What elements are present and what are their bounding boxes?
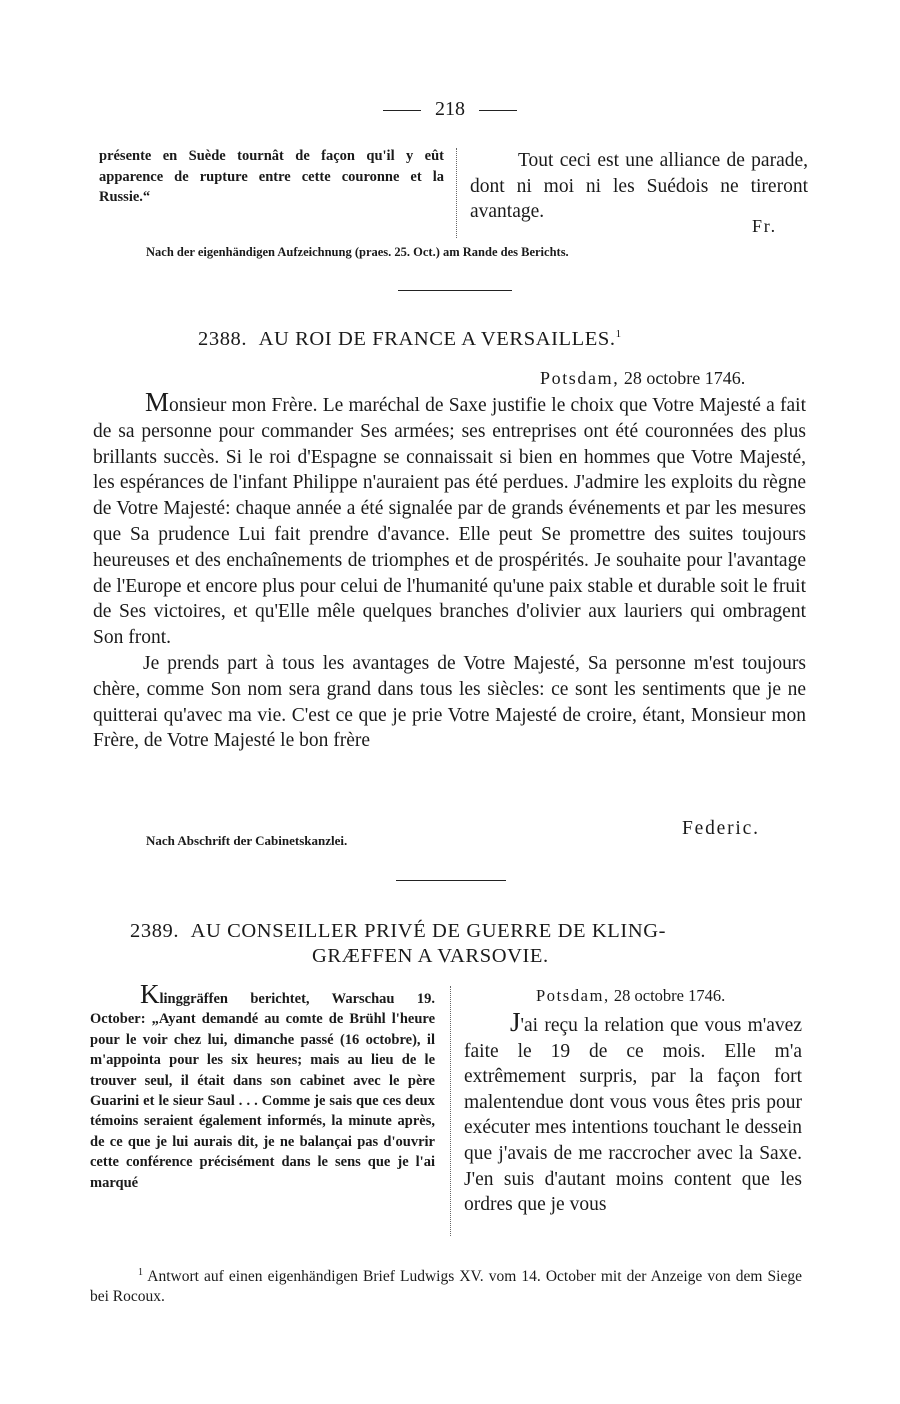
- page-number: 218: [0, 98, 900, 121]
- letter-2388-number: 2388.: [198, 328, 248, 350]
- letter-2389-heading: [130, 920, 790, 943]
- footnote-reference: 1: [615, 328, 622, 341]
- letter-2389-right-initial: J: [510, 1007, 521, 1037]
- letter-2388-initial: M: [145, 387, 170, 417]
- letter-2388-dateline: [540, 368, 745, 389]
- letter-2389-title-line-2: GRÆFFEN A VARSOVIE.: [312, 945, 549, 967]
- letter-2389-report-excerpt: Klinggräffen berichtet, Warschau 19. October: „Ayant demandé au comte de Brühl l'heure pour le voir chez lui, dimanche passé (16 octobre), il m'appointa pour les six heures; mais au lieu de le trouver seul, il était dans son cabinet avec le père Guarini et le sieur Saul . . . Comme je sais que ces deux témoins seraient également informés, la minute après, de ce que je lui aurais dit, je ne balançai pas d'ouvrir cette conférence précisément dans le sens que je l'ai marqué: [90, 979, 435, 1191]
- letter-2388-title: AU ROI DE FRANCE A VERSAILLES.: [258, 328, 616, 350]
- letter-2388-place: Potsdam,: [540, 368, 620, 388]
- letter-2388-paragraph-2: Je prends part à tous les avantages de Votre Majesté, Sa personne m'est toujours chère, comme Son nom sera grand dans tous les siècles: ce sont les sentiments que je ne quitterai qu'avec ma vie. C'est ce que je prie Votre Majesté de croire, étant, Monsieur mon Frère, de Votre Majesté le bon frère: [93, 652, 806, 752]
- letter-2389-number: 2389.: [130, 920, 180, 942]
- top-right-signature: Fr.: [752, 216, 777, 236]
- section-rule-1: [398, 290, 512, 291]
- letter-2389-left-initial: K: [140, 979, 160, 1009]
- top-left-quote: présente en Suède tournât de façon qu'il y eût apparence de rupture entre cette couronne et la Russie.“: [99, 148, 444, 205]
- letter-2389-dateline: [536, 986, 725, 1006]
- section-rule-2: [396, 880, 506, 881]
- page-number-dash-left: [383, 110, 421, 111]
- letter-2389-place: Potsdam,: [536, 986, 610, 1005]
- footnote-text: Antwort auf einen eigenhändigen Brief Ludwigs XV. vom 14. October mit der Anzeige von dem Siege bei Rocoux.: [90, 1268, 802, 1306]
- column-divider-top: [456, 148, 457, 238]
- letter-2388-body: [93, 387, 806, 754]
- footnote-mark: 1: [138, 1267, 143, 1278]
- letter-2388-signature: Federic.: [682, 818, 760, 839]
- footnote: [90, 1263, 802, 1307]
- letter-2389-body: J'ai reçu la relation que vous m'avez faite le 19 de ce mois. Elle m'a extrêmement surpris, par la façon fort malentendue dont vous vous êtes pris pour exécuter mes intentions touchant le dessein que j'avais de me raccrocher avec la Saxe. J'en suis d'autant moins content que les ordres que je vous: [464, 1007, 802, 1216]
- letter-2388-source-note: Nach Abschrift der Cabinetskanzlei.: [146, 833, 348, 848]
- letter-2388-heading: [198, 328, 758, 351]
- top-source-note: Nach der eigenhändigen Aufzeichnung (praes. 25. Oct.) am Rande des Berichts.: [146, 245, 569, 259]
- column-divider-bottom: [450, 986, 451, 1236]
- top-right-note: Tout ceci est une alliance de parade, dont ni moi ni les Suédois ne tireront avantage.: [470, 150, 808, 222]
- letter-2388-date: 28 octobre 1746.: [623, 368, 746, 388]
- letter-2389-date: 28 octobre 1746.: [613, 986, 726, 1005]
- letter-2389-title-line-1: AU CONSEILLER PRIVÉ DE GUERRE DE KLING-: [190, 920, 667, 942]
- page-number-dash-right: [479, 110, 517, 111]
- letter-2388-paragraph-1: Monsieur mon Frère. Le maréchal de Saxe justifie le choix que Votre Majesté a fait de sa personne pour commander Ses armées; ses entreprises ont été couronnées des plus brillants succès. Si le roi d'Espagne se connaissait si bien en hommes que Votre Majesté, les espérances de l'infant Philippe n'auraient pas été perdues. J'admire les exploits du règne de Votre Majesté: chaque année a été signalée par de grands événements et par les mesures que Sa prudence Lui fait prendre d'avance. Elle peut Se promettre des suites toujours heureuses et des enchaînements de triomphes et de prospérités. Je souhaite pour l'avantage de l'Europe et encore plus pour celui de l'humanité qu'une paix stable et durable soit le fruit de Ses victoires, et qu'Elle mêle quelques branches d'olivier aux lauriers qui ombragent Son front.: [93, 387, 806, 649]
